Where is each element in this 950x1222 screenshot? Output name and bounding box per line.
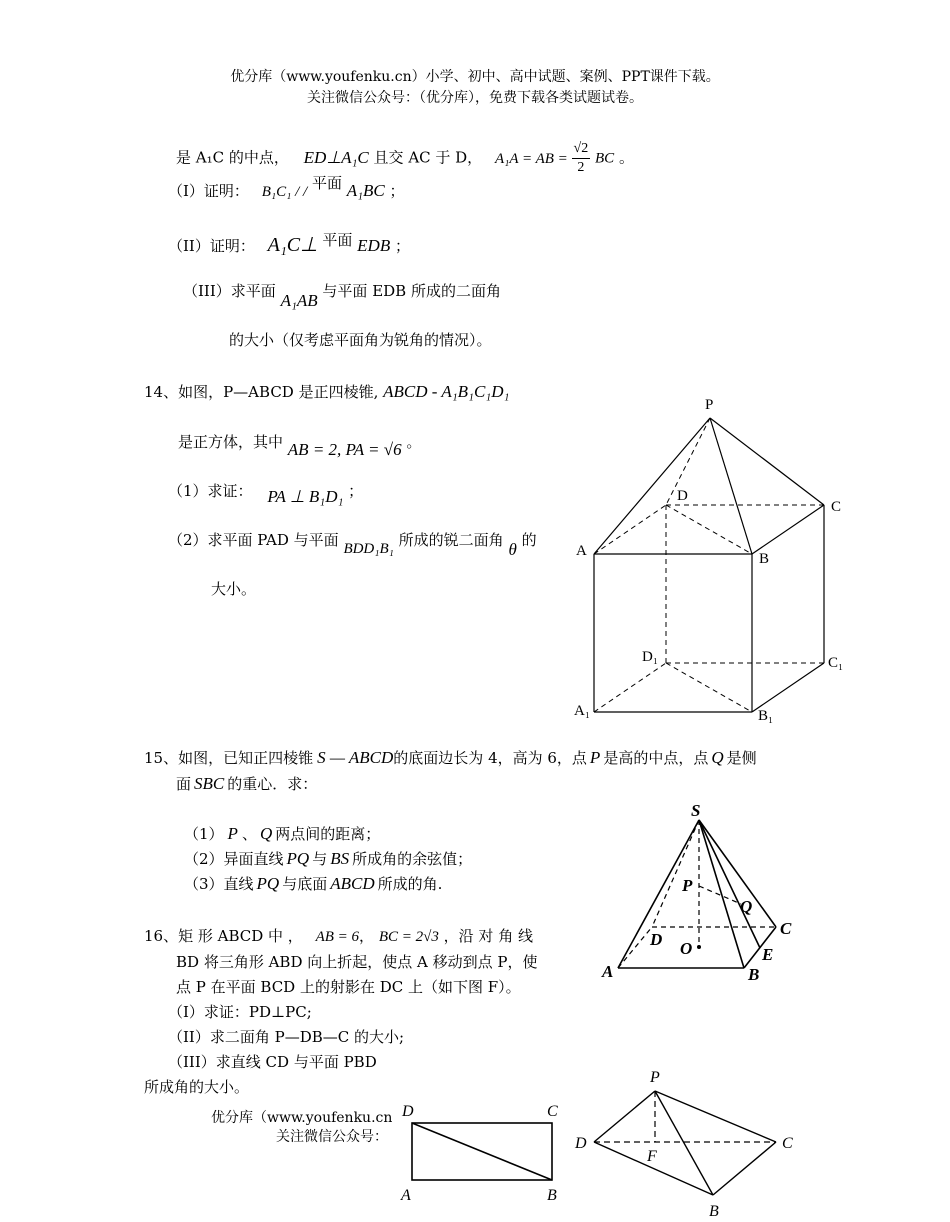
edge-A1D1-hidden xyxy=(594,663,666,712)
label-D1: D₁ xyxy=(642,649,659,665)
q16-figure-folded xyxy=(570,1064,810,1222)
q13-intro: 是 A₁C 的中点， ED⊥A₁C 且交 AC 于 D， A₁A = AB = $\frac{√2}{2}$ BC 。 xyxy=(176,141,634,175)
label-D: D xyxy=(677,488,688,504)
edge-D1B1-hidden xyxy=(666,663,752,712)
label-F: F xyxy=(647,1148,657,1165)
q16-part3-cont: 所成角的大小。 xyxy=(144,1078,250,1096)
q15-line1: 15、如图，已知正四棱锥 S — ABCD的底面边长为 4，高为 6，点 P 是高的中点，点 Q 是侧 xyxy=(144,748,757,767)
page-footer-line1: 优分库（www.youfenku.cn xyxy=(211,1110,393,1126)
edge-SD-hidden xyxy=(652,820,699,927)
edge-DP xyxy=(594,1091,655,1142)
q15-part1: （1） P 、 Q 两点间的距离； xyxy=(184,824,381,843)
q16-line2: BD 将三角形 ABD 向上折起，使点 A 移动到点 P，使 xyxy=(176,953,538,971)
edge-SE xyxy=(699,820,760,948)
label-S: S xyxy=(691,801,701,820)
edge-BC xyxy=(752,505,824,554)
label-A1: A₁ xyxy=(574,703,591,719)
label-P: P xyxy=(705,397,714,413)
label-P: P xyxy=(682,876,693,895)
edge-PC xyxy=(655,1091,776,1142)
q13-part1: （I）证明： B₁C₁ / / 平面 A₁BC ； xyxy=(168,174,405,200)
q16-line3: 点 P 在平面 BCD 上的射影在 DC 上（如下图 F）。 xyxy=(176,978,521,996)
edge-PC xyxy=(710,418,824,505)
q13-part3-line2: 的大小（仅考虑平面角为锐角的情况）。 xyxy=(229,331,492,349)
diagonal-BD xyxy=(412,1123,552,1180)
label-C: C xyxy=(780,919,792,938)
point-O xyxy=(697,945,701,949)
edge-PA xyxy=(594,418,710,554)
q14-line1: 14、如图，P—ABCD 是正四棱锥, ABCD - A₁B₁C₁D₁ xyxy=(144,382,510,401)
label-O: O xyxy=(680,939,693,958)
label-B: B xyxy=(547,1187,557,1204)
q14-figure xyxy=(560,390,860,730)
q16-part1: （I）求证：PD⊥PC; xyxy=(168,1003,312,1021)
q15-part2: （2）异面直线 PQ 与 BS 所成角的余弦值； xyxy=(184,849,473,868)
label-E: E xyxy=(762,945,774,964)
q16-line1: 16、矩 形 ABCD 中 ， AB = 6， BC = 2√3 ，沿 对 角 线 xyxy=(144,927,533,945)
edge-PB xyxy=(655,1091,713,1195)
edge-AD-hidden xyxy=(618,927,652,968)
label-B: B xyxy=(748,965,760,984)
edge-SB xyxy=(699,820,744,968)
label-C: C xyxy=(547,1103,558,1120)
q15-line2: 面 SBC 的重心．求： xyxy=(176,774,318,793)
page-header-line1: 优分库（www.youfenku.cn）小学、初中、高中试题、案例、PPT课件下载。 xyxy=(230,69,720,85)
label-D: D xyxy=(650,930,663,949)
q16-part3: （III）求直线 CD 与平面 PBD xyxy=(168,1053,377,1071)
page-footer-line2: 关注微信公众号： xyxy=(276,1129,388,1145)
label-D: D xyxy=(575,1135,587,1152)
edge-SC xyxy=(699,820,776,927)
label-P: P xyxy=(650,1069,660,1086)
q14-part1: （1）求证： PA ⊥ B₁D₁ ； xyxy=(168,482,364,506)
q14-part2: （2）求平面 PAD 与平面 BDD₁B₁ 所成的锐二面角 θ 的 xyxy=(168,531,537,559)
q13-fraction: $\frac{√2}{2}$ xyxy=(573,141,589,175)
label-C: C xyxy=(831,499,842,515)
q14-part2-line2: 大小。 xyxy=(211,580,257,598)
label-Q: Q xyxy=(740,897,753,916)
q16-figure-rectangle xyxy=(395,1098,575,1208)
q15-part3: （3）直线 PQ 与底面 ABCD 所成的角. xyxy=(184,874,443,893)
q14-line2: 是正方体，其中 AB = 2, PA = √6 。 xyxy=(178,433,422,459)
q13-part2: （II）证明： A₁C⊥ 平面 EDB ； xyxy=(168,231,410,256)
q15-figure xyxy=(596,800,806,990)
label-A: A xyxy=(602,962,614,981)
label-C1: C₁ xyxy=(828,655,844,671)
edge-B1C1 xyxy=(752,663,824,712)
label-D: D xyxy=(402,1103,414,1120)
label-B1: B₁ xyxy=(758,708,774,724)
label-A: A xyxy=(576,543,587,559)
label-A: A xyxy=(401,1187,411,1204)
label-C: C xyxy=(782,1135,793,1152)
edge-BC xyxy=(713,1142,776,1195)
page-header-line2: 关注微信公众号：（优分库），免费下载各类试题试卷。 xyxy=(307,90,643,106)
label-B: B xyxy=(709,1203,719,1220)
q16-part2: （II）求二面角 P—DB—C 的大小; xyxy=(168,1028,405,1046)
label-B: B xyxy=(759,551,770,567)
q13-part3: （III）求平面 A₁AB 与平面 EDB 所成的二面角 xyxy=(183,282,501,310)
